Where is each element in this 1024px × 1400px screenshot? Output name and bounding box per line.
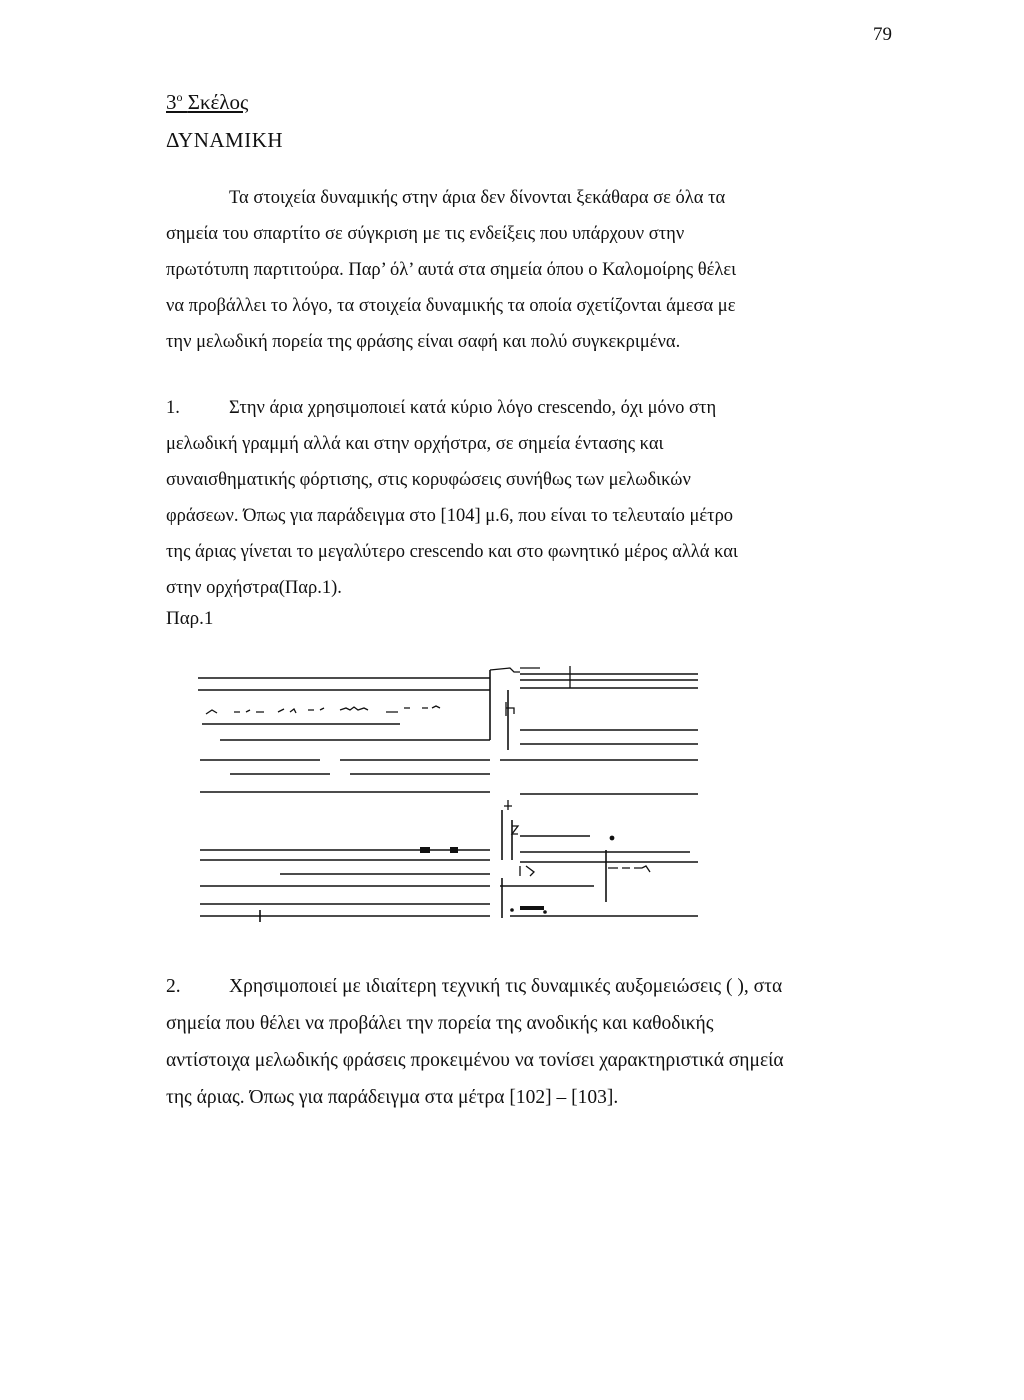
- list-item-number: 1.: [166, 398, 180, 418]
- page-number: 79: [873, 24, 892, 45]
- musical-score-excerpt: [190, 660, 710, 942]
- intro-paragraph: [166, 180, 876, 360]
- intro-line: να προβάλλει το λόγο, τα στοιχεία δυναμικής τα οποία σχετίζονται άμεσα με: [166, 296, 736, 316]
- item-1-line: Στην άρια χρησιμοποιεί κατά κύριο λόγο crescendo, όχι μόνο στη: [229, 398, 717, 418]
- list-item-2: [166, 968, 884, 1116]
- example-label: Παρ.1: [166, 608, 214, 629]
- section-heading: [166, 90, 248, 115]
- item-1-line: μελωδική γραμμή αλλά και στην ορχήστρα, σε σημεία έντασης και: [166, 434, 664, 454]
- list-item-1: [166, 390, 876, 606]
- item-2-line: Χρησιμοποιεί με ιδιαίτερη τεχνική τις δυναμικές αυξομειώσεις ( ), στα: [229, 976, 783, 997]
- section-title: ΔΥΝΑΜΙΚΗ: [166, 128, 284, 152]
- item-2-line: σημεία που θέλει να προβάλει την πορεία της ανοδικής και καθοδικής: [166, 1013, 714, 1034]
- section-ordinal: 3: [166, 90, 177, 114]
- section-ordinal-suffix: o: [176, 90, 183, 104]
- intro-line: σημεία του σπαρτίτο σε σύγκριση με τις ενδείξεις που υπάρχουν στην: [166, 224, 685, 244]
- list-item-number: 2.: [166, 976, 181, 997]
- intro-line: πρωτότυπη παρτιτούρα. Παρ’ όλ’ αυτά στα σημεία όπου ο Καλομοίρης θέλει: [166, 260, 737, 280]
- item-2-line: αντίστοιχα μελωδικής φράσεις προκειμένου να τονίσει χαρακτηριστικά σημεία: [166, 1050, 784, 1071]
- item-1-line: της άριας γίνεται το μεγαλύτερο crescendo και στο φωνητικό μέρος αλλά και: [166, 542, 738, 562]
- intro-line: την μελωδική πορεία της φράσης είναι σαφή και πολύ συγκεκριμένα.: [166, 332, 681, 352]
- section-label: Σκέλος: [187, 90, 249, 114]
- item-1-line: συναισθηματικής φόρτισης, στις κορυφώσεις συνήθως των μελωδικών: [166, 470, 691, 490]
- item-1-line: φράσεων. Όπως για παράδειγμα στο [104] μ.6, που είναι το τελευταίο μέτρο: [166, 506, 734, 526]
- item-2-line: της άριας. Όπως για παράδειγμα στα μέτρα [102] – [103].: [166, 1087, 619, 1108]
- intro-line: Τα στοιχεία δυναμικής στην άρια δεν δίνονται ξεκάθαρα σε όλα τα: [229, 188, 726, 208]
- item-1-line: στην ορχήστρα(Παρ.1).: [166, 578, 342, 598]
